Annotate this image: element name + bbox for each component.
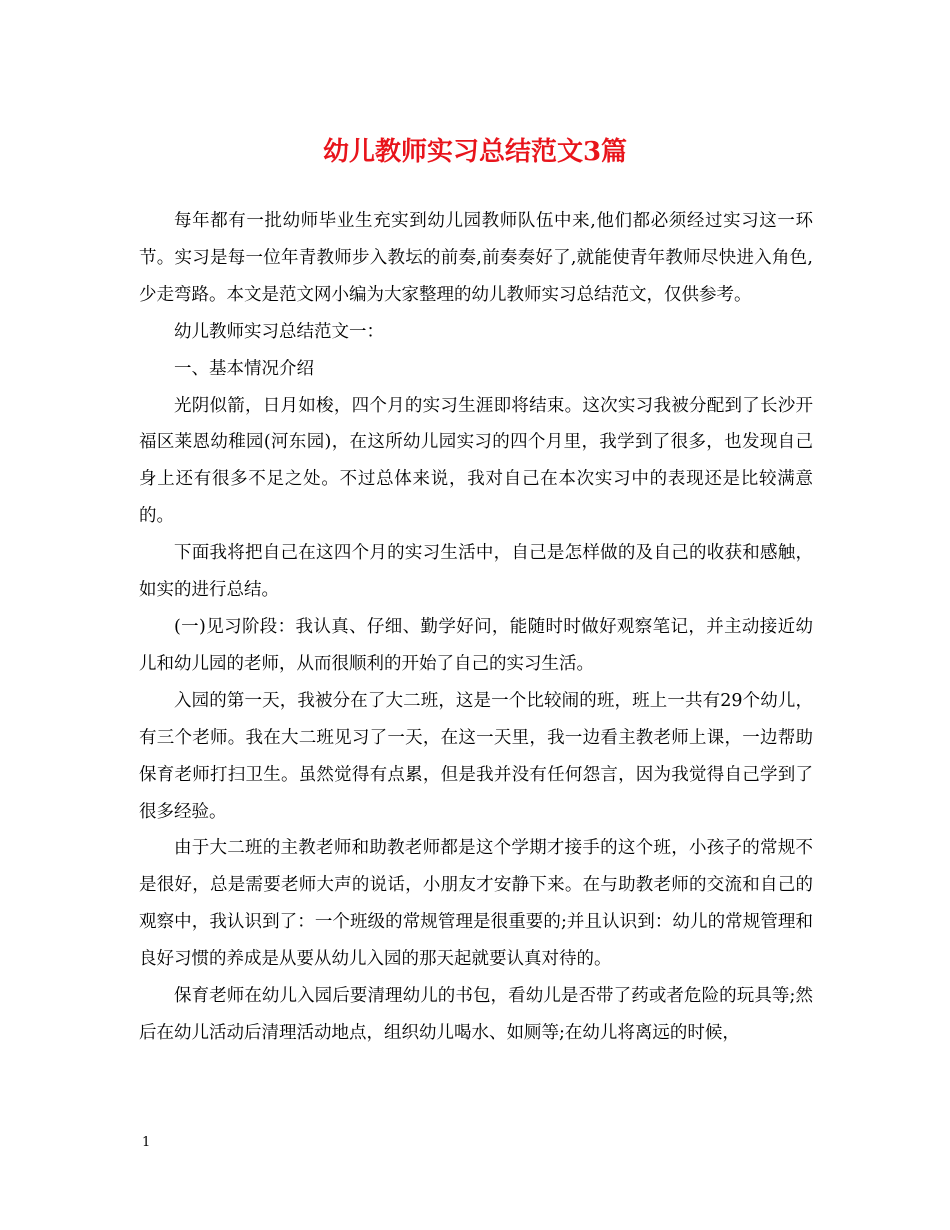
paragraph-first-day: 入园的第一天，我被分在了大二班，这是一个比较闹的班，班上一共有29个幼儿，有三个老师。我在大二班见习了一天，在这一天里，我一边看主教老师上课，一边帮助保育老师打扫卫生。虽然觉得有点累，但是我并没有任何怨言，因为我觉得自己学到了很多经验。: [139, 690, 813, 822]
paragraph-summary-intro: 下面我将把自己在这四个月的实习生活中，自己是怎样做的及自己的收获和感触，如实的进行总结。: [139, 543, 813, 601]
paragraph-overview: 光阴似箭，日月如梭，四个月的实习生涯即将结束。这次实习我被分配到了长沙开福区莱恩幼稚园(河东园)，在这所幼儿园实习的四个月里，我学到了很多，也发现自己身上还有很多不足之处。不过总体来说，我对自己在本次实习中的表现还是比较满意的。: [139, 395, 813, 527]
paragraph-observation-stage: (一)见习阶段：我认真、仔细、勤学好问，能随时时做好观察笔记，并主动接近幼儿和幼儿园的老师，从而很顺利的开始了自己的实习生活。: [139, 616, 813, 674]
document-body: [139, 203, 813, 1052]
page-number: 1: [142, 1135, 151, 1150]
document-title: 幼儿教师实习总结范文3篇: [322, 137, 628, 167]
paragraph-intro: 每年都有一批幼师毕业生充实到幼儿园教师队伍中来,他们都必须经过实习这一环节。实习是每一位年青教师步入教坛的前奏,前奏奏好了,就能使青年教师尽快进入角色,少走弯路。本文是范文网小编为大家整理的幼儿教师实习总结范文，仅供参考。: [139, 211, 813, 305]
paragraph-class-routine: 由于大二班的主教老师和助教老师都是这个学期才接手的这个班，小孩子的常规不是很好，总是需要老师大声的说话，小朋友才安静下来。在与助教老师的交流和自己的观察中，我认识到了：一个班级的常规管理是很重要的;并且认识到：幼儿的常规管理和良好习惯的养成是从要从幼儿入园的那天起就要认真对待的。: [139, 838, 813, 970]
paragraph-subheading: 一、基本情况介绍: [174, 358, 314, 379]
paragraph-section-heading: 幼儿教师实习总结范文一：: [174, 321, 384, 342]
paragraph-care-teacher: 保育老师在幼儿入园后要清理幼儿的书包，看幼儿是否带了药或者危险的玩具等;然后在幼儿活动后清理活动地点，组织幼儿喝水、如厕等;在幼儿将离远的时候，: [139, 986, 813, 1043]
